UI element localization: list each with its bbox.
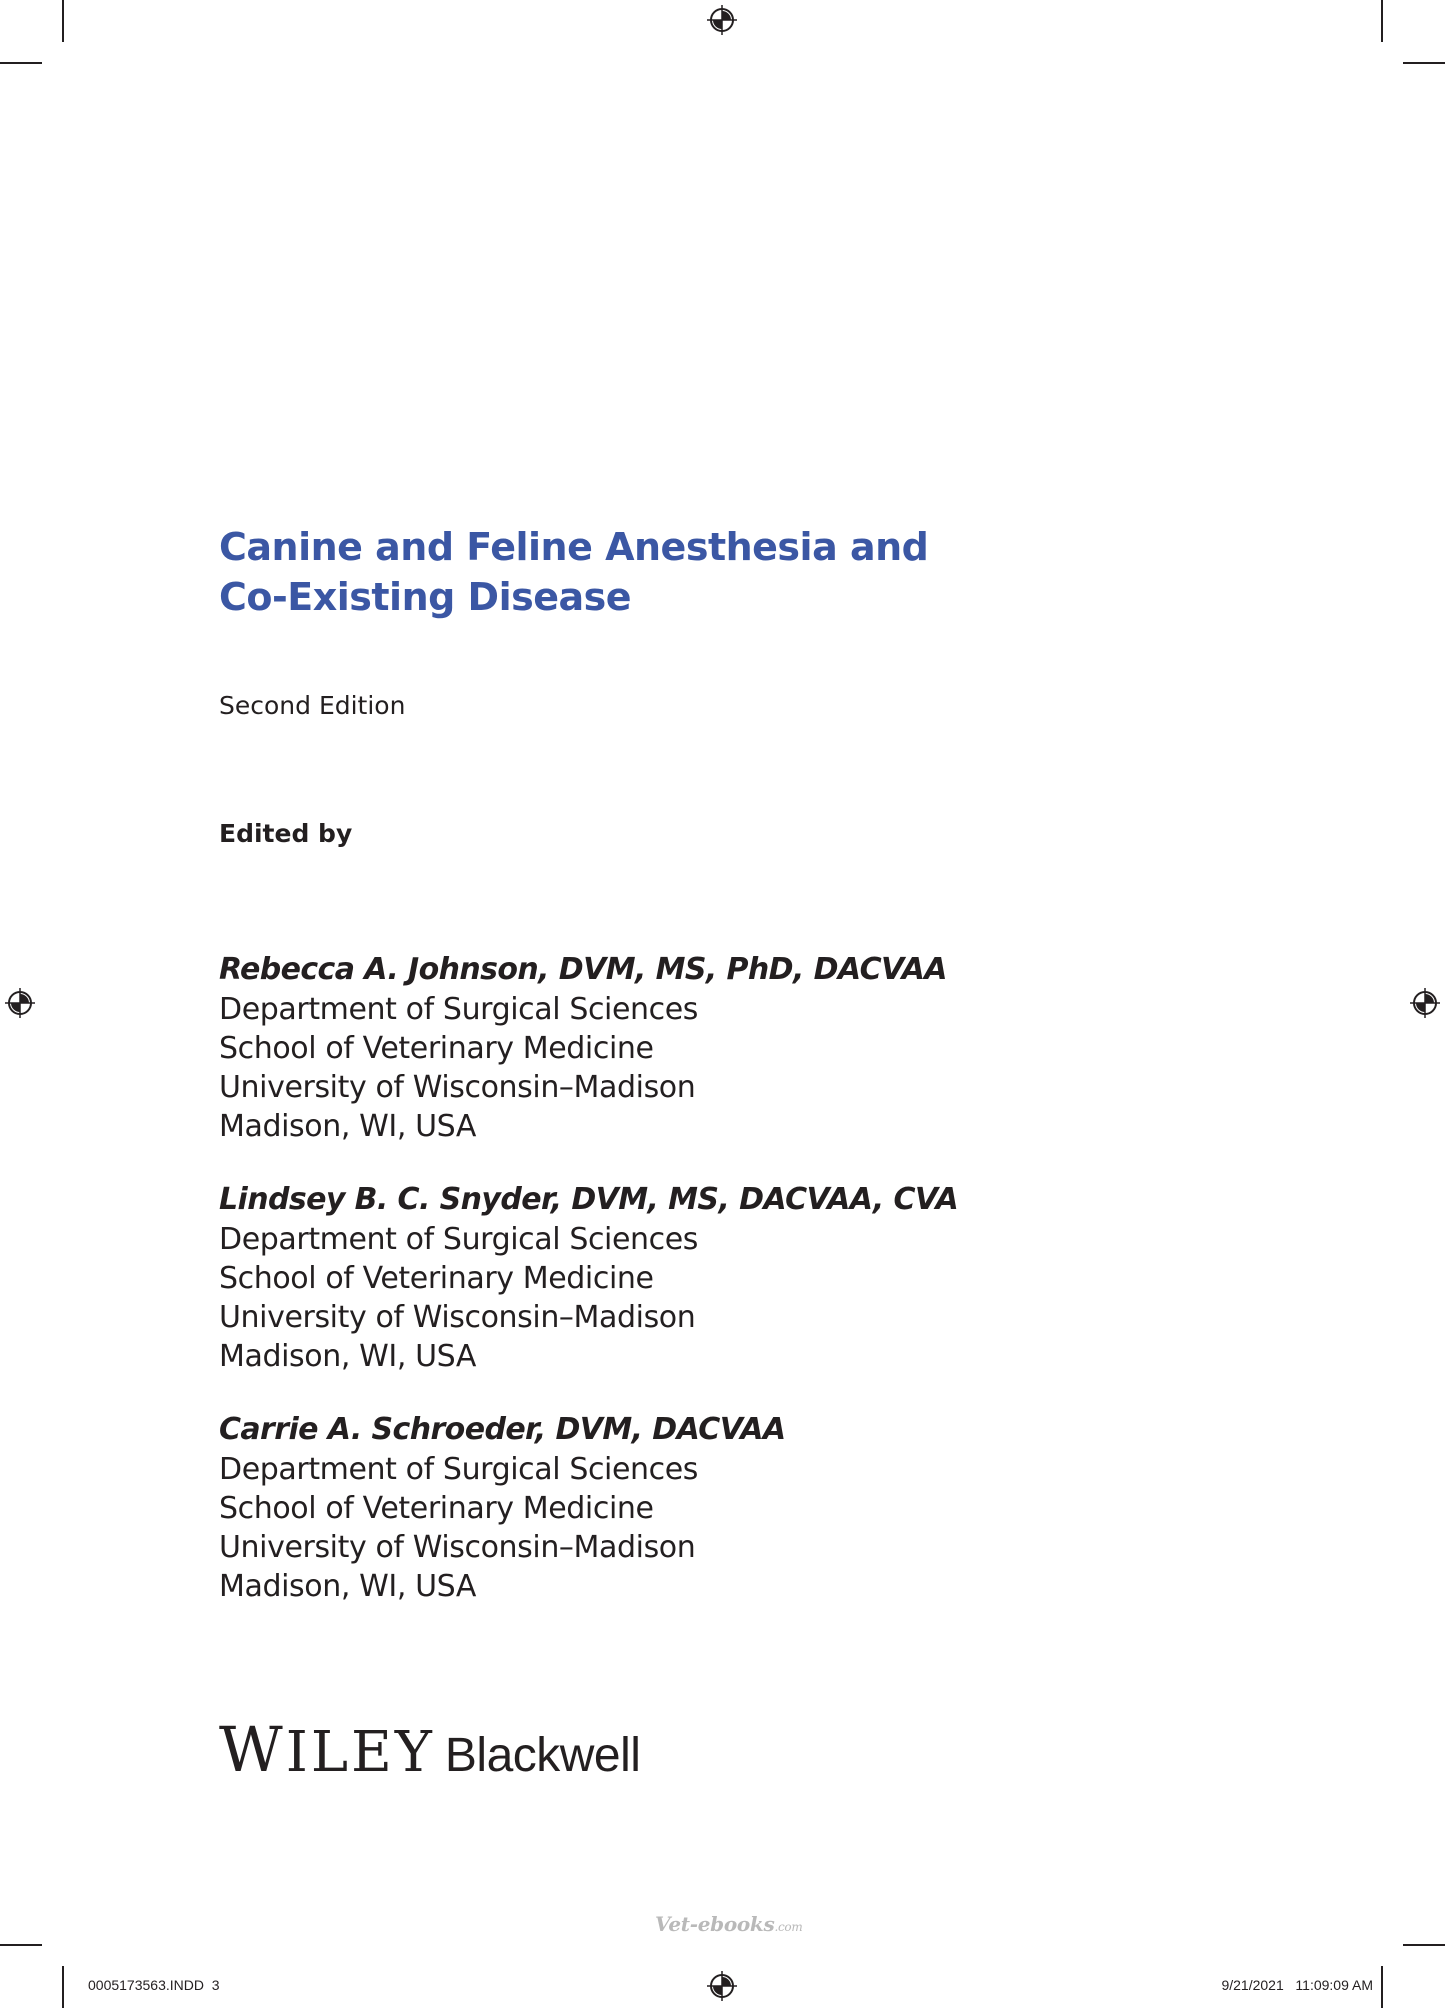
crop-mark-bottom-right-vertical xyxy=(1381,1966,1383,2008)
registration-target-icon xyxy=(707,1971,737,2001)
editor-affiliation-line: School of Veterinary Medicine xyxy=(219,1491,654,1526)
editor-affiliation-line: School of Veterinary Medicine xyxy=(219,1031,654,1066)
editor-name: Lindsey B. C. Snyder, DVM, MS, DACVAA, CVA xyxy=(219,1182,959,1217)
watermark xyxy=(655,1912,802,1936)
edition-label: Second Edition xyxy=(219,691,406,720)
editor-affiliation-line: University of Wisconsin–Madison xyxy=(219,1300,696,1335)
editor-name: Rebecca A. Johnson, DVM, MS, PhD, DACVAA xyxy=(219,952,947,987)
watermark-suffix: .com xyxy=(774,1920,803,1934)
crop-mark-bottom-left-vertical xyxy=(62,1966,64,2008)
editor-affiliation-line: Madison, WI, USA xyxy=(219,1569,476,1604)
registration-target-icon xyxy=(5,988,35,1018)
crop-mark-top-right-horizontal xyxy=(1403,62,1445,64)
wiley-rest: ILEY xyxy=(285,1720,435,1785)
wiley-initial: W xyxy=(219,1713,286,1786)
book-title-line-2: Co-Existing Disease xyxy=(219,575,632,619)
editor-affiliation-line: Department of Surgical Sciences xyxy=(219,992,699,1027)
publisher-logo xyxy=(219,1713,641,1786)
editor-affiliation-line: Department of Surgical Sciences xyxy=(219,1452,699,1487)
crop-mark-top-left-vertical xyxy=(62,0,64,42)
slug-filename: 0005173563.INDD 3 xyxy=(88,1977,220,1993)
registration-target-icon xyxy=(707,5,737,35)
registration-target-icon xyxy=(1410,988,1440,1018)
watermark-main: Vet-ebooks xyxy=(655,1912,775,1936)
editor-affiliation-line: School of Veterinary Medicine xyxy=(219,1261,654,1296)
crop-mark-top-left-horizontal xyxy=(0,62,42,64)
editor-block xyxy=(219,950,1119,1146)
crop-mark-bottom-right-horizontal xyxy=(1403,1944,1445,1946)
crop-mark-bottom-left-horizontal xyxy=(0,1944,42,1946)
book-title-line-1: Canine and Feline Anesthesia and xyxy=(219,525,929,569)
editor-affiliation-line: University of Wisconsin–Madison xyxy=(219,1070,696,1105)
editor-affiliation-line: Madison, WI, USA xyxy=(219,1339,476,1374)
crop-mark-top-right-vertical xyxy=(1381,0,1383,42)
blackwell-wordmark: Blackwell xyxy=(444,1729,641,1782)
editor-block xyxy=(219,1180,1119,1376)
wiley-wordmark xyxy=(219,1713,435,1786)
slug-timestamp: 9/21/2021 11:09:09 AM xyxy=(1221,1977,1373,1993)
editor-affiliation-line: Madison, WI, USA xyxy=(219,1109,476,1144)
editor-block xyxy=(219,1410,1119,1606)
editor-name: Carrie A. Schroeder, DVM, DACVAA xyxy=(219,1412,786,1447)
edited-by-label: Edited by xyxy=(219,819,353,848)
book-title xyxy=(219,522,928,622)
editor-affiliation-line: Department of Surgical Sciences xyxy=(219,1222,699,1257)
editor-affiliation-line: University of Wisconsin–Madison xyxy=(219,1530,696,1565)
